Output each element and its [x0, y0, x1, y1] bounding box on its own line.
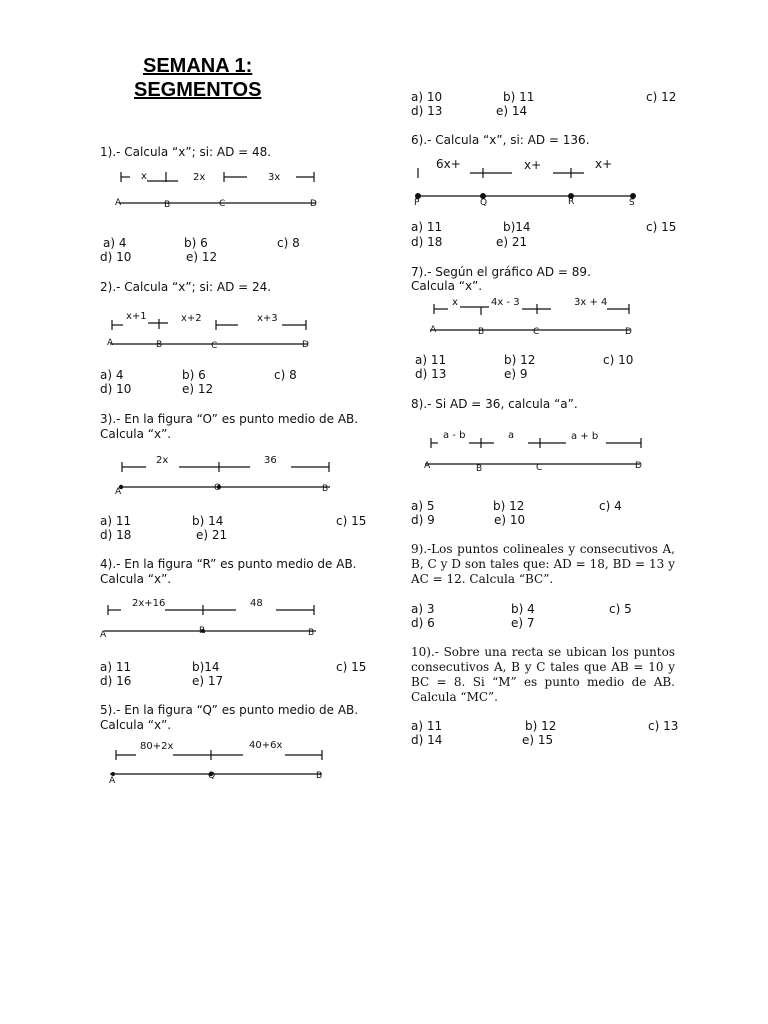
page-title-line2: SEGMENTOS	[134, 79, 262, 101]
option: b) 12	[525, 719, 557, 733]
option: e) 7	[511, 616, 535, 630]
problem-7-text: 7).- Según el gráfico AD = 89.	[411, 265, 591, 279]
segment-label: x+1	[126, 311, 147, 322]
segment-label: 6x+	[436, 157, 461, 171]
option: b) 6	[184, 236, 208, 250]
diagram-p1	[119, 172, 316, 203]
option: c) 15	[646, 220, 677, 234]
segment-label: 4x - 3	[491, 297, 520, 308]
segment-label: a - b	[443, 430, 466, 441]
point-label: Q	[208, 771, 216, 781]
point-label: A	[115, 198, 122, 208]
option: e) 17	[192, 674, 224, 688]
problem-1-text: 1).- Calcula “x”; si: AD = 48.	[100, 145, 272, 159]
option: c) 12	[646, 90, 677, 104]
point-label: P	[414, 198, 420, 208]
point-label: B	[316, 771, 323, 781]
option: b)14	[192, 660, 220, 674]
diagram-p2	[110, 319, 308, 344]
option: b) 6	[182, 368, 206, 382]
point-label: C	[211, 341, 218, 351]
segment-label: 40+6x	[249, 740, 283, 751]
option: c) 10	[603, 353, 634, 367]
option: d) 18	[100, 528, 132, 542]
problem-8-text: 8).- Si AD = 36, calcula “a”.	[411, 397, 578, 411]
problem-7-text-line2: Calcula “x”.	[411, 279, 483, 293]
option: e) 14	[496, 104, 528, 118]
segment-label: x+	[595, 157, 613, 171]
point-label: C	[533, 327, 540, 337]
option: a) 11	[415, 353, 447, 367]
point-label: B	[476, 464, 483, 474]
option: b) 12	[504, 353, 536, 367]
point-label: B	[156, 340, 163, 350]
point-label: A	[430, 325, 437, 335]
problem-4-text: 4).- En la figura “R” es punto medio de AB.	[100, 557, 357, 571]
option: c) 15	[336, 514, 367, 528]
point-label: D	[310, 199, 317, 209]
segment-label: 36	[264, 455, 277, 466]
problem-5-text: 5).- En la figura “Q” es punto medio de AB.	[100, 703, 359, 717]
segment-label: x	[141, 171, 147, 182]
option: c) 13	[648, 719, 679, 733]
option: d) 14	[411, 733, 443, 747]
option: e) 12	[186, 250, 218, 264]
problem-5-text-line2: Calcula “x”.	[100, 718, 172, 732]
option: e) 21	[496, 235, 528, 249]
segment-label: 3x	[268, 172, 281, 183]
option: e) 21	[196, 528, 228, 542]
point-label: D	[625, 327, 632, 337]
segment-label: x+	[524, 158, 542, 172]
diagram-p5	[110, 750, 322, 774]
option: d) 13	[415, 367, 447, 381]
segment-label: x	[452, 297, 458, 308]
point-label: A	[100, 630, 107, 640]
problem-9-text: 9).-Los puntos colineales y consecutivos A, B, C y D son tales que: AD = 18, BD = 13 y AC = 12. Calcula “BC”.	[411, 542, 675, 586]
option: d) 18	[411, 235, 443, 249]
problem-10-text: 10).- Sobre una recta se ubican los puntos consecutivos A, B y C tales que AB = 10 y BC = 8. Si “M” es punto medio de AB. Calcula “MC”.	[411, 645, 675, 704]
option: a) 4	[100, 368, 124, 382]
problem-3-text: 3).- En la figura “O” es punto medio de AB.	[100, 412, 359, 426]
option: d) 9	[411, 513, 435, 527]
point-label: B	[164, 200, 171, 210]
diagram-p8	[425, 438, 641, 464]
option: e) 12	[182, 382, 214, 396]
option: c) 5	[609, 602, 632, 616]
diagram-p6	[418, 168, 633, 196]
point-label: D	[302, 340, 309, 350]
option: d) 16	[100, 674, 132, 688]
point-label: C	[219, 199, 226, 209]
point-label: C	[536, 463, 543, 473]
point-label: D	[635, 461, 642, 471]
segment-label: a + b	[571, 431, 599, 442]
option: a) 3	[411, 602, 435, 616]
segment-label: x+2	[181, 313, 202, 324]
point-label: O	[214, 483, 222, 493]
option: a) 4	[103, 236, 127, 250]
segment-label: 3x + 4	[574, 297, 608, 308]
option: a) 5	[411, 499, 435, 513]
option: b) 12	[493, 499, 525, 513]
problem-2-text: 2).- Calcula “x”; si: AD = 24.	[100, 280, 272, 294]
point-label: A	[109, 776, 116, 786]
option: a) 11	[411, 719, 443, 733]
option: c) 8	[277, 236, 300, 250]
option: d) 6	[411, 616, 435, 630]
option: a) 11	[411, 220, 443, 234]
option: a) 11	[100, 660, 132, 674]
diagram-p3	[120, 462, 330, 487]
point-label: A	[115, 487, 122, 497]
option: c) 4	[599, 499, 622, 513]
point-label: B	[308, 628, 315, 638]
problem-4-text-line2: Calcula “x”.	[100, 572, 172, 586]
option: b) 11	[503, 90, 535, 104]
option: b)14	[503, 220, 531, 234]
problem-6-text: 6).- Calcula “x”, si: AD = 136.	[411, 133, 590, 147]
point-label: Q	[480, 198, 488, 208]
option: d) 10	[100, 382, 132, 396]
option: e) 9	[504, 367, 528, 381]
problem-3-text-line2: Calcula “x”.	[100, 427, 172, 441]
segment-label: 2x	[156, 455, 169, 466]
segment-label: x+3	[257, 313, 278, 324]
option: c) 15	[336, 660, 367, 674]
option: a) 10	[411, 90, 443, 104]
point-label: R	[568, 197, 575, 207]
option: c) 8	[274, 368, 297, 382]
option: b) 4	[511, 602, 535, 616]
point-label: R	[199, 626, 206, 636]
option: b) 14	[192, 514, 224, 528]
segment-label: 2x	[193, 172, 206, 183]
page-title-line1: SEMANA 1:	[143, 55, 253, 77]
segment-label: 80+2x	[140, 741, 174, 752]
point-label: S	[629, 198, 635, 208]
option: d) 10	[100, 250, 132, 264]
option: a) 11	[100, 514, 132, 528]
option: e) 10	[494, 513, 526, 527]
point-label: B	[322, 484, 329, 494]
option: e) 15	[522, 733, 554, 747]
segment-label: a	[508, 430, 515, 441]
option: d) 13	[411, 104, 443, 118]
segment-label: 48	[250, 598, 263, 609]
segment-label: 2x+16	[132, 598, 166, 609]
point-label: A	[424, 461, 431, 471]
point-label: A	[107, 338, 114, 348]
point-label: B	[478, 327, 485, 337]
